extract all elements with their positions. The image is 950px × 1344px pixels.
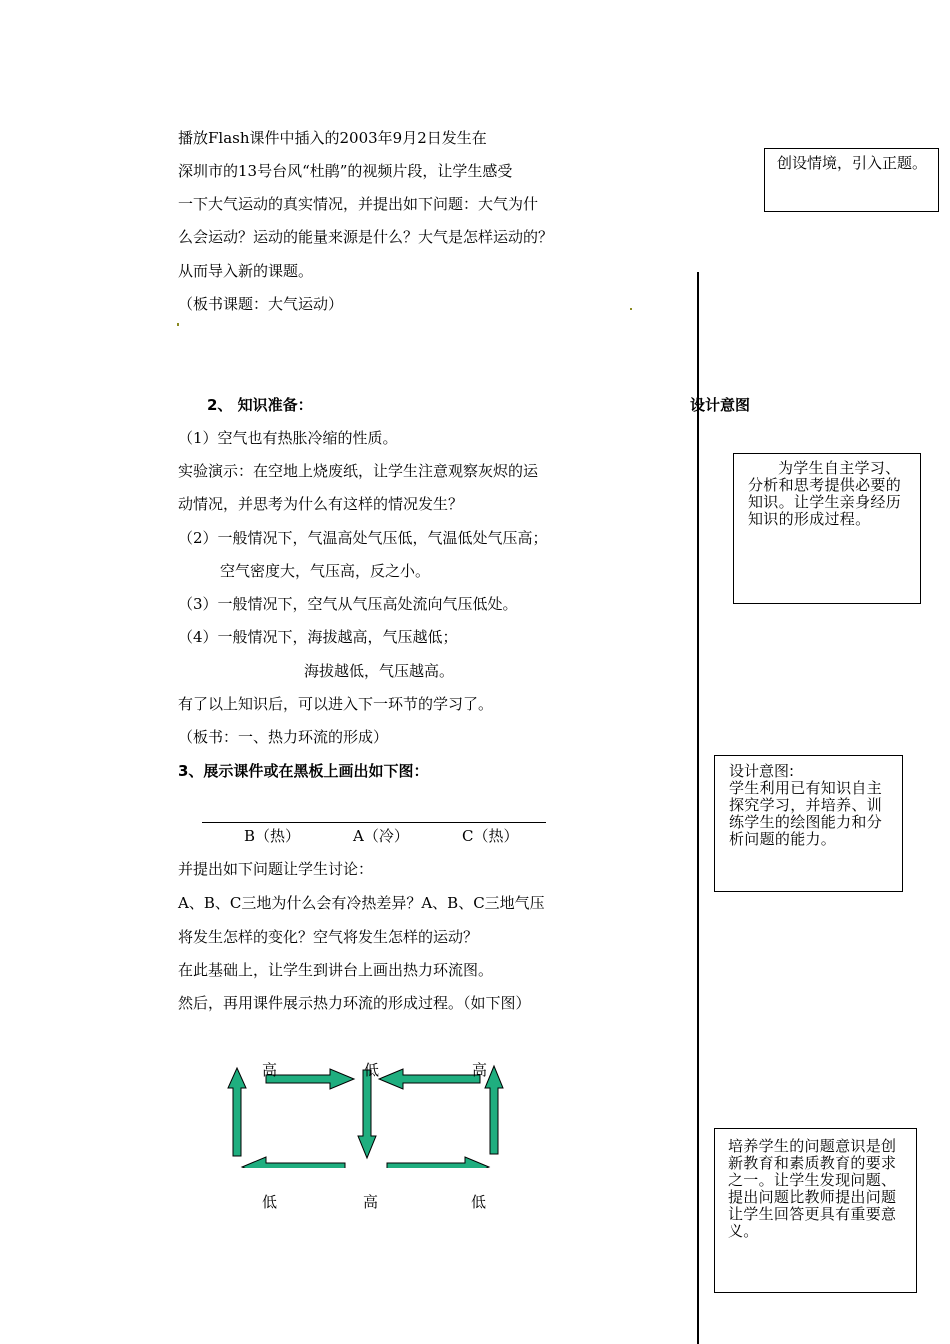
section2-line-3: 动情况，并思考为什么有这样的情况发生？ bbox=[178, 495, 464, 513]
ground-line bbox=[202, 822, 546, 823]
sidebar-box-1 bbox=[764, 148, 939, 212]
sidebar-box-1-text: 创设情境，引入正题。 bbox=[777, 154, 928, 172]
section2-heading: 2、 知识准备： bbox=[207, 396, 313, 414]
section2-line-9: 有了以上知识后，可以进入下一环节的学习了。 bbox=[178, 695, 494, 713]
section3-line-5: 然后，再用课件展示热力环流的形成过程。（如下图） bbox=[178, 994, 531, 1012]
sidebar-box-4-text: 培养学生的问题意识是创新教育和素质教育的要求之一。让学生发现问题、提出问题比教师提出问题让学生回答更具有重要意义。 bbox=[728, 1137, 897, 1240]
section2-line-6: （3）一般情况下，空气从气压高处流向气压低处。 bbox=[178, 595, 518, 613]
arrow-right-top bbox=[266, 1069, 354, 1089]
sidebar-box-2-text: 为学生自主学习、分析和思考提供必要的知识。让学生亲身经历知识的形成过程。 bbox=[748, 459, 902, 528]
stray-dot bbox=[177, 323, 179, 326]
diagram-top-label-left: 高 bbox=[262, 1061, 278, 1079]
section2-line-1: （1）空气也有热胀冷缩的性质。 bbox=[178, 429, 398, 447]
ground-label-a: A（冷） bbox=[353, 827, 409, 845]
section3-line-2: A、B、C三地为什么会有冷热差异？A、B、C三地气压 bbox=[178, 894, 545, 912]
intro-line-4: 么会运动？运动的能量来源是什么？大气是怎样运动的？ bbox=[178, 228, 554, 246]
section2-line-5: 空气密度大，气压高，反之小。 bbox=[220, 562, 431, 580]
arrow-left-bottom bbox=[242, 1157, 345, 1168]
arrow-left-top bbox=[379, 1069, 480, 1089]
sidebar-box-3 bbox=[714, 755, 903, 892]
section3-heading: 3、展示课件或在黑板上画出如下图： bbox=[178, 762, 429, 780]
intro-line-2: 深圳市的13号台风“杜鹃”的视频片段，让学生感受 bbox=[178, 162, 513, 180]
stray-dot bbox=[630, 308, 632, 310]
diagram-bottom-label-left: 低 bbox=[262, 1193, 278, 1211]
section2-line-7: （4）一般情况下，海拔越高，气压越低； bbox=[178, 628, 458, 646]
sidebar-box-2 bbox=[733, 453, 921, 604]
sidebar-heading: 设计意图 bbox=[690, 396, 751, 414]
column-divider bbox=[697, 272, 699, 1344]
section3-line-1: 并提出如下问题让学生讨论： bbox=[178, 860, 374, 878]
diagram-bottom-label-right: 低 bbox=[471, 1193, 487, 1211]
section2-line-2: 实验演示：在空地上烧废纸，让学生注意观察灰烬的运 bbox=[178, 462, 539, 480]
section3-line-3: 将发生怎样的变化？空气将发生怎样的运动？ bbox=[178, 928, 479, 946]
section2-line-10: （板书：一、热力环流的形成） bbox=[178, 728, 389, 746]
intro-line-6: （板书课题：大气运动） bbox=[178, 295, 344, 313]
diagram-bottom-label-middle: 高 bbox=[363, 1193, 379, 1211]
section3-line-4: 在此基础上，让学生到讲台上画出热力环流图。 bbox=[178, 961, 494, 979]
ground-label-b: B（热） bbox=[244, 827, 301, 845]
section2-line-4: （2）一般情况下，气温高处气压低，气温低处气压高； bbox=[178, 529, 548, 547]
section2-line-8: 海拔越低，气压越高。 bbox=[304, 662, 455, 680]
intro-line-1: 播放Flash课件中插入的2003年9月2日发生在 bbox=[178, 129, 487, 147]
diagram-top-label-middle: 低 bbox=[364, 1061, 380, 1079]
sidebar-box-3-text: 学生利用已有知识自主探究学习，并培养、训练学生的绘图能力和分析问题的能力。 bbox=[729, 779, 883, 848]
intro-line-5: 从而导入新的课题。 bbox=[178, 262, 314, 280]
sidebar-box-3-title: 设计意图: bbox=[729, 762, 795, 780]
arrow-down-middle bbox=[358, 1070, 376, 1158]
intro-line-3: 一下大气运动的真实情况，并提出如下问题：大气为什 bbox=[178, 195, 539, 213]
arrow-right-bottom bbox=[387, 1157, 489, 1168]
arrow-up-left bbox=[228, 1068, 246, 1156]
ground-label-c: C（热） bbox=[462, 827, 519, 845]
arrow-up-right bbox=[485, 1066, 503, 1154]
sidebar-box-4 bbox=[714, 1128, 917, 1293]
diagram-top-label-right: 高 bbox=[472, 1061, 488, 1079]
